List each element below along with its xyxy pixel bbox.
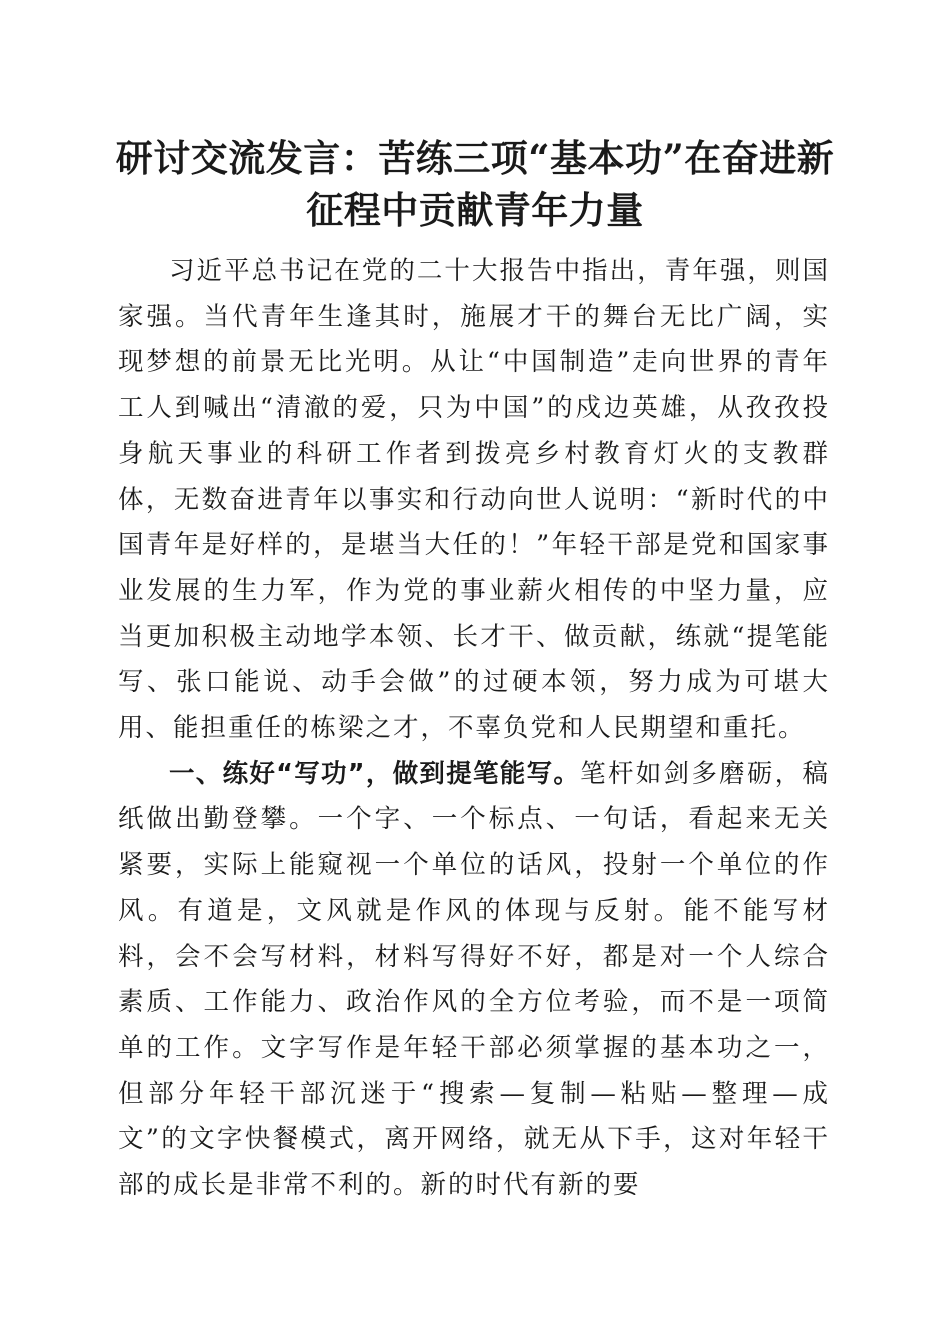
intro-paragraph: 习近平总书记在党的二十大报告中指出，青年强，则国家强。当代青年生逢其时，施展才干的舞台无比广阔，实现梦想的前景无比光明。从让“中国制造”走向世界的青年工人到喊出“清澈的爱，只为中国”的戍边英雄，从孜孜投身航天事业的科研工作者到拨亮乡村教育灯火的支教群体，无数奋进青年以事实和行动向世人说明：“新时代的中国青年是好样的，是堪当大任的！”年轻干部是党和国家事业发展的生力军，作为党的事业薪火相传的中坚力量，应当更加积极主动地学本领、长才干、做贡献，练就“提笔能写、张口能说、动手会做”的过硬本领，努力成为可堪大用、能担重任的栋梁之才，不辜负党和人民期望和重托。 (118, 256, 830, 744)
document-body (118, 249, 830, 1209)
section-1-heading: 一、练好“写功”，做到提笔能写。 (169, 758, 581, 789)
section-1-paragraph (118, 752, 830, 1209)
section-1-text: 笔杆如剑多磨砺，稿纸做出勤登攀。一个字、一个标点、一句话，看起来无关紧要，实际上能窥视一个单位的话风，投射一个单位的作风。有道是，文风就是作风的体现与反射。能不能写材料，会不会写材料，材料写得好不好，都是对一个人综合素质、工作能力、政治作风的全方位考验，而不是一项简单的工作。文字写作是年轻干部必须掌握的基本功之一，但部分年轻干部沉迷于“搜索—复制—粘贴—整理—成文”的文字快餐模式，离开网络，就无从下手，这对年轻干部的成长是非常不利的。新的时代有新的要 (118, 758, 830, 1201)
document-title (100, 132, 850, 236)
title-line-1: 研讨交流发言：苦练三项“基本功”在奋进新 (115, 136, 835, 180)
title-line-2: 征程中贡献青年力量 (306, 188, 644, 232)
